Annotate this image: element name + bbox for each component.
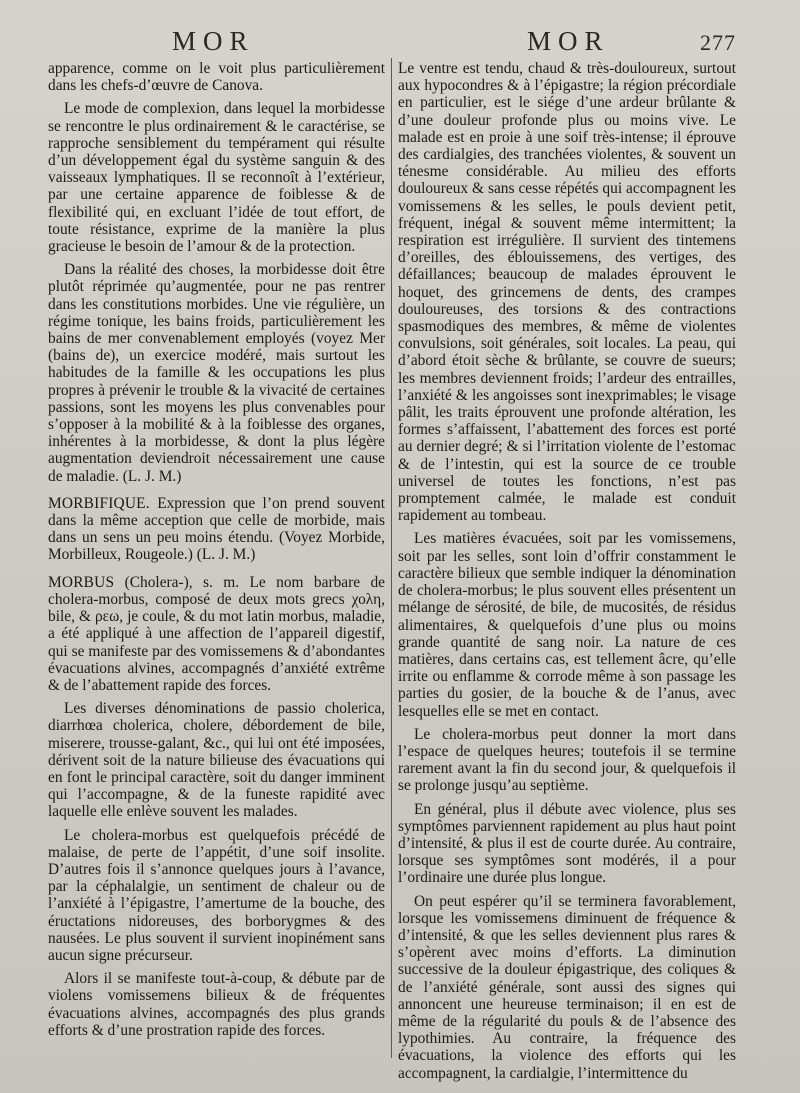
running-head	[0, 20, 800, 60]
paragraph: apparence, comme on le voit plus particulièrement dans les chefs-d’œuvre de Canova.	[48, 60, 385, 95]
entry-headword: MORBIFIQUE.	[48, 494, 150, 512]
running-head-center: MOR	[527, 26, 610, 56]
entry-morbifique	[48, 495, 385, 564]
running-head-left: MOR	[172, 26, 255, 56]
paragraph: Le cholera-morbus est quelquefois précédé de malaise, de perte de l’appétit, d’une soif insolite. D’autres fois il s’annonce quelques jours à l’avance, par la céphalalgie, un sentiment de chaleur ou de l’anxiété à l’épigastre, l’amertume de la bouche, des éructations nidoreuses, des borborygmes & des nausées. Le plus souvent il survient inopinément sans aucun signe précurseur.	[48, 826, 385, 964]
page-number: 277	[700, 30, 736, 55]
paragraph: En général, plus il débute avec violence, plus ses symptômes parviennent rapidement au plus haut point d’intensité, & plus il est de courte durée. Au contraire, lorsque ses symptômes sont modérés, il a pour l’ordinaire une durée plus longue.	[398, 800, 736, 887]
entry-morbus	[48, 574, 385, 694]
entry-headword: MORBUS	[48, 573, 115, 591]
right-column	[398, 60, 736, 1088]
paragraph: Dans la réalité des choses, la morbidesse doit être plutôt réprimée qu’augmentée, pour ne pas rentrer dans les constitutions morbides. Une vie régulière, un régime tonique, les bains froids, particulièrement les bains de mer convenablement employés (voyez Mer (bains de), un exercice modéré, mais surtout les habitudes de la famille & les occupations les plus propres à prévenir le trouble & la vivacité de certaines passions, sont les moyens les plus convenables pour s’opposer à la mobilité & à la foiblesse des organes, inhérentes à la morbidesse, & dont la plus légère augmentation deviendroit nécessairement une cause de maladie. (L. J. M.)	[48, 261, 385, 485]
column-divider	[391, 58, 392, 1058]
paragraph: Les diverses dénominations de passio cholerica, diarrhœa cholerica, cholere, débordement de bile, miserere, trousse-galant, &c., qui lui ont été imposées, dérivent soit de la nature bilieuse des évacuations qui en font le principal caractère, soit du danger imminent qui l’accompagne, & de la funeste rapidité avec laquelle elle enlève souvent les malades.	[48, 700, 385, 821]
paragraph: On peut espérer qu’il se terminera favorablement, lorsque les vomissemens diminuent de fréquence & d’intensité, & que les selles deviennent plus rares & s’opèrent avec moins d’efforts. La diminution successive de la douleur épigastrique, des coliques & de l’anxiété générale, sont aussi des signes qui annoncent une heureuse terminaison; il en est de même de la régularité du pouls & de l’absence des lypothimies. Au contraire, la fréquence des évacuations, la violence des efforts qui les accompagnent, la cardialgie, l’intermittence du	[398, 892, 736, 1082]
paragraph: Le mode de complexion, dans lequel la morbidesse se rencontre le plus ordinairement & le caractérise, se rapproche sensiblement du tempérament qui résulte d’un développement égal du système sanguin & des vaisseaux lymphatiques. Il se reconnoît à l’extérieur, par une certaine apparence de foiblesse & de flexibilité qui, en excluant l’idée de tout effort, de toute résistance, exprime de la manière la plus gracieuse le besoin de l’amour & de la protection.	[48, 100, 385, 256]
left-column	[48, 60, 385, 1045]
entry-body: (Cholera-), s. m. Le nom barbare de cholera-morbus, composé de deux mots grecs χολη, bile, & ρεω, je coule, & du mot latin morbus, maladie, a été appliqué à une affection de l’appareil digestif, qui se manifeste par des vomissemens & d’abondantes évacuations alvines, accompagnés d’anxiété extrême & de l’abattement rapide des forces.	[48, 573, 385, 694]
paragraph: Le ventre est tendu, chaud & très-douloureux, surtout aux hypocondres & à l’épigastre; la région précordiale en particulier, est le siége d’une ardeur brûlante & d’une douleur profonde plus ou moins vive. Le malade est en proie à une soif très-intense; il éprouve des cardialgies, des tranchées violentes, & souvent un ténesme considérable. Au milieu des efforts douloureux & sans cesse répétés qui accompagnent les vomissemens & les selles, le pouls devient petit, fréquent, inégal & souvent même intermittent; la respiration est irrégulière. Il survient des tintemens d’oreilles, des éblouissemens, des vertiges, des défaillances; beaucoup de malades éprouvent le hoquet, des grincemens de dents, des crampes douloureuses, des torsions & des contractions spasmodiques des membres, & même de violentes convulsions, soit générales, soit locales. La peau, qui d’abord étoit sèche & brûlante, se couvre de sueurs; les membres deviennent froids; l’ardeur des entrailles, l’anxiété & les angoisses sont inexprimables; le visage pâlit, les traits éprouvent une profonde altération, les formes s’affaissent, l’abattement des forces est porté au dernier degré; & si l’irritation violente de l’estomac & de l’intestin, qui est la source de ce trouble universel de toutes les fonctions, n’est pas promptement calmée, le malade est conduit rapidement au tombeau.	[398, 60, 736, 525]
entry-body: Expression que l’on prend souvent dans la même acception que celle de morbide, mais dans un sens un peu moins étendu. (Voyez Morbide, Morbilleux, Rougeole.) (L. J. M.)	[48, 494, 385, 564]
paragraph: Alors il se manifeste tout-à-coup, & débute par de violens vomissemens bilieux & de fréquentes évacuations alvines, accompagnés des plus grands efforts & d’une prostration rapide des forces.	[48, 970, 385, 1039]
paragraph: Le cholera-morbus peut donner la mort dans l’espace de quelques heures; toutefois il se termine rarement avant la fin du second jour, & quelquefois il se prolonge jusqu’au septième.	[398, 725, 736, 795]
paragraph: Les matières évacuées, soit par les vomissemens, soit par les selles, sont loin d’offrir constamment le caractère bilieux que semble indiquer la dénomination de cholera-morbus; le plus souvent elles présentent un mélange de sérosité, de bile, de mucosités, de résidus alimentaires, & quelquefois d’une plus ou moins grande quantité de sang noir. La nature de ces matières, dans certains cas, est tellement âcre, qu’elle irrite ou enflamme & corrode même à son passage les parties du gosier, de la bouche & de l’anus, avec lesquelles elle se met en contact.	[398, 530, 736, 720]
